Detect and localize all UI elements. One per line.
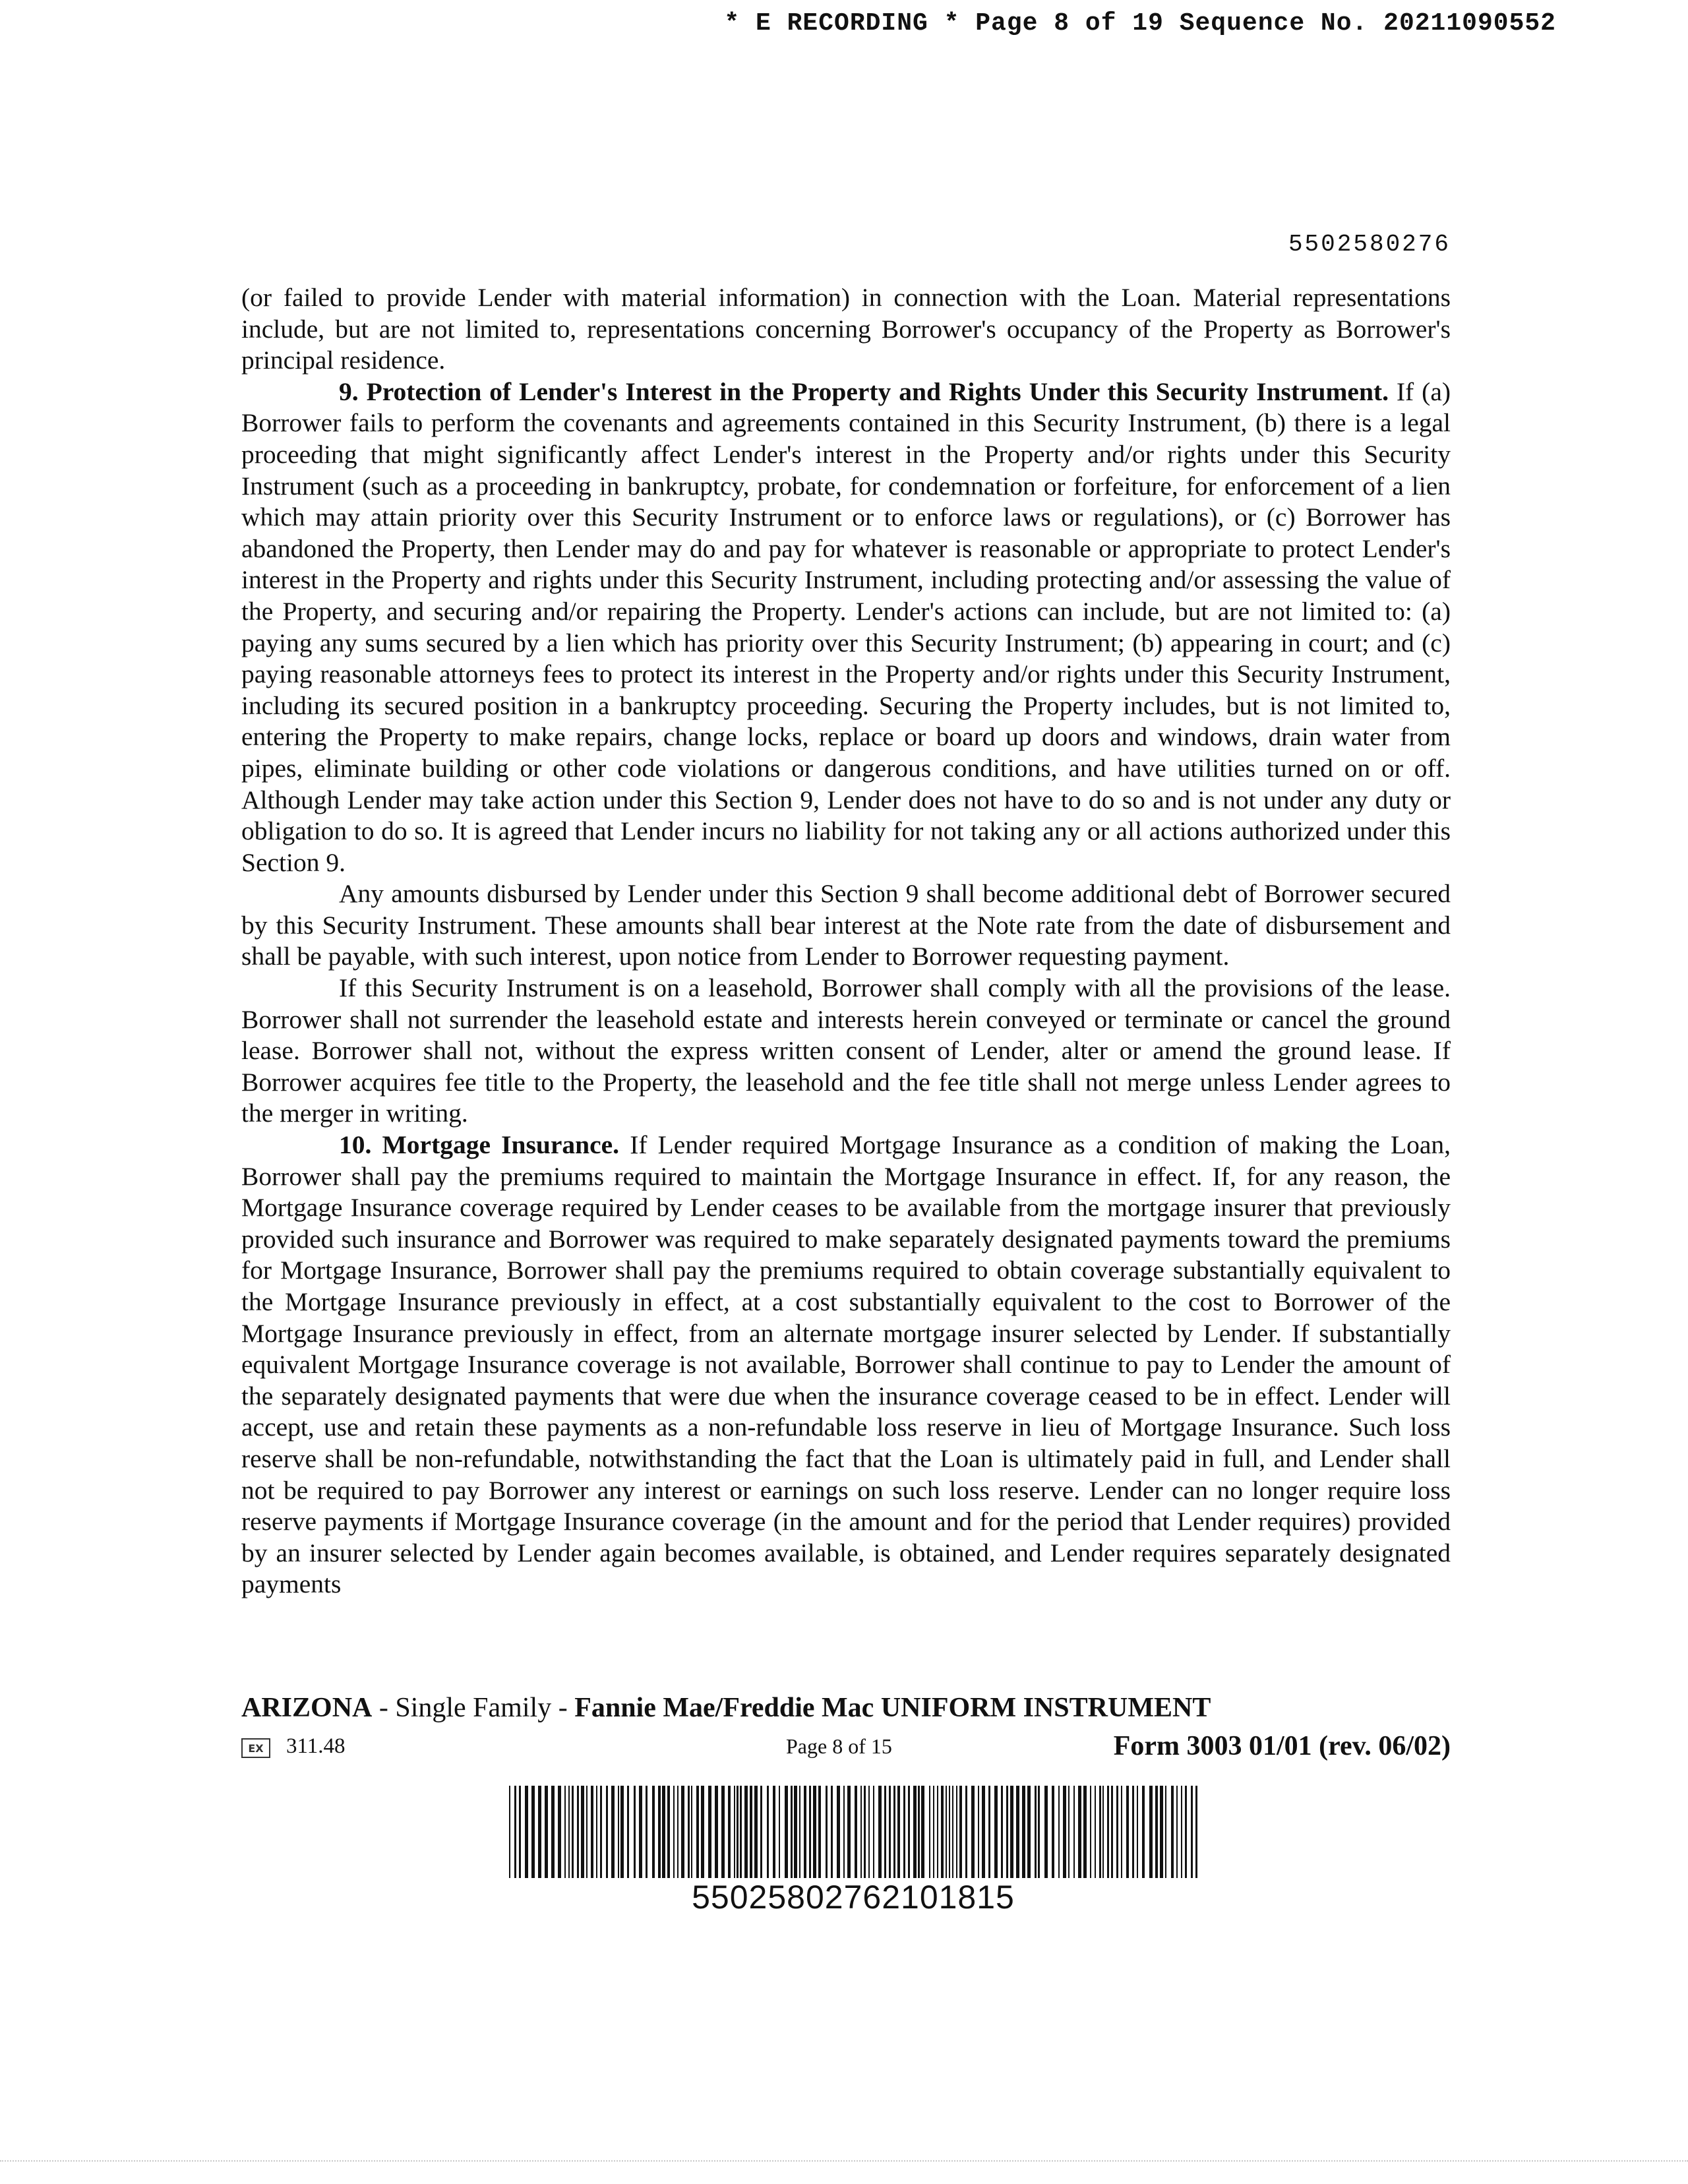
- barcode-bar: [1102, 1786, 1104, 1878]
- barcode-bar: [1116, 1786, 1118, 1878]
- barcode-bar: [1171, 1786, 1174, 1878]
- section-10-text: If Lender required Mortgage Insurance as a condition of making the Loan, Borrower shall pay the premiums required to maintain the Mortgage Insurance in effect. If, for any reason, the Mortgage Insurance coverage required by Lender ceases to be available from the mortgage insurer that previously provided such insurance and Borrower was required to make separately designated payments toward the premiums for Mortgage Insurance, Borrower shall pay the premiums required to obtain coverage substantially equivalent to the Mortgage Insurance previously in effect, at a cost substantially equivalent to the cost to Borrower of the Mortgage Insurance previously in effect, from an alternate mortgage insurer selected by Lender. If substantially equivalent Mortgage Insurance coverage is not available, Borrower shall continue to pay to Lender the amount of the separately designated payments that were due when the insurance coverage ceased to be in effect. Lender will accept, use and retain these payments as a non-refundable loss reserve in lieu of Mortgage Insurance. Such loss reserve shall be non-refundable, notwithstanding the fact that the Loan is ultimately paid in full, and Lender shall not be required to pay Borrower any interest or earnings on such loss reserve. Lender can no longer require loss reserve payments if Mortgage Insurance coverage (in the amount and for the period that Lender requires) provided by an insurer selected by Lender again becomes available, is obtained, and Lender requires separately designated payments: [241, 1130, 1451, 1599]
- barcode-bar: [952, 1786, 953, 1878]
- barcode-bar: [509, 1786, 510, 1878]
- barcode-bar: [837, 1786, 840, 1878]
- barcode-bar: [1149, 1786, 1153, 1878]
- barcode-bar: [658, 1786, 661, 1878]
- barcode-bar: [596, 1786, 597, 1878]
- barcode-bar: [791, 1786, 793, 1878]
- barcode-bar: [606, 1786, 608, 1878]
- section-9-text: If (a) Borrower fails to perform the covenants and agreements contained in this Security Instrument, (b) there is a legal proceeding that might significantly affect Lender's interest in the Property and/or rights under this Security Instrument (such as a proceeding in bankruptcy, probate, for condemnation or forfeiture, for enforcement of a lien which may attain priority over this Security Instrument or to enforce laws or regulations), or (c) Borrower has abandoned the Property, then Lender may do and pay for whatever is reasonable or appropriate to protect Lender's interest in the Property and rights under this Security Instrument, including protecting and/or assessing the value of the Property, and securing and/or repairing the Property. Lender's actions can include, but are not limited to: (a) paying any sums secured by a lien which has priority over this Security Instrument; (b) appearing in court; and (c) paying reasonable attorneys fees to protect its interest in the Property and/or rights under this Security Instrument, including its secured position in a bankruptcy proceeding. Securing the Property includes, but is not limited to, entering the Property to make repairs, change locks, replace or board up doors and windows, drain water from pipes, eliminate building or other code violations or dangerous conditions, and have utilities turned on or off. Although Lender may take action under this Section 9, Lender does not have to do so and is not under any duty or obligation to do so. It is agreed that Lender incurs no liability for not taking any or all actions authorized under this Section 9.: [241, 377, 1451, 877]
- barcode-bar: [826, 1786, 828, 1878]
- barcode-bar: [721, 1786, 725, 1878]
- barcode-bar: [1095, 1786, 1096, 1878]
- barcode-bar: [1038, 1786, 1040, 1878]
- barcode-bar: [804, 1786, 806, 1878]
- barcode-bar: [662, 1786, 665, 1878]
- barcode-bar: [868, 1786, 870, 1878]
- loan-number: 5502580276: [1288, 231, 1451, 258]
- barcode-bar: [531, 1786, 535, 1878]
- barcode-bar: [564, 1786, 566, 1878]
- barcode-bar: [558, 1786, 561, 1878]
- barcode-bar: [611, 1786, 615, 1878]
- barcode-bar: [1191, 1786, 1193, 1878]
- barcode-bar: [728, 1786, 731, 1878]
- barcode-bar: [897, 1786, 900, 1878]
- barcode-bar: [673, 1786, 675, 1878]
- barcode-bar: [667, 1786, 670, 1878]
- barcode-bar: [884, 1786, 886, 1878]
- footer-state: ARIZONA: [241, 1693, 373, 1723]
- barcode-bar: [691, 1786, 692, 1878]
- barcode-bar: [965, 1786, 967, 1878]
- barcode-bar: [1063, 1786, 1066, 1878]
- barcode-bar: [1111, 1786, 1113, 1878]
- barcode-bar: [1010, 1786, 1013, 1878]
- barcode-bar: [1176, 1786, 1178, 1878]
- barcode-bar: [568, 1786, 570, 1878]
- barcode-bar: [519, 1786, 521, 1878]
- barcode-bar: [913, 1786, 917, 1878]
- barcode-bar: [525, 1786, 528, 1878]
- barcode-bar: [696, 1786, 699, 1878]
- barcode-image: [506, 1786, 1200, 1878]
- barcode-bar: [514, 1786, 516, 1878]
- barcode-bar: [715, 1786, 718, 1878]
- barcode-bar: [889, 1786, 891, 1878]
- barcode-bar: [701, 1786, 704, 1878]
- section-9-paragraph: [241, 377, 1451, 879]
- barcode-bar: [1073, 1786, 1075, 1878]
- page-number: Page 8 of 15: [786, 1734, 892, 1758]
- barcode-bar: [813, 1786, 816, 1878]
- barcode-bar: [620, 1786, 624, 1878]
- barcode-bar: [982, 1786, 985, 1878]
- barcode-bar: [1068, 1786, 1070, 1878]
- barcode-bar: [1195, 1786, 1197, 1878]
- barcode-bar: [1107, 1786, 1109, 1878]
- barcode-bar: [903, 1786, 905, 1878]
- barcode-bar: [688, 1786, 690, 1878]
- barcode-bar: [893, 1786, 895, 1878]
- form-code: 311.48: [286, 1734, 346, 1758]
- barcode-bar: [921, 1786, 924, 1878]
- barcode-bar: [677, 1786, 678, 1878]
- barcode-bar: [572, 1786, 574, 1878]
- recording-header: * E RECORDING * Page 8 of 19 Sequence No. 20211090552: [724, 9, 1556, 38]
- barcode-bar: [538, 1786, 541, 1878]
- barcode-bar: [847, 1786, 851, 1878]
- barcode-bar: [754, 1786, 758, 1878]
- footer-row: [241, 1731, 1451, 1769]
- barcode-bar: [929, 1786, 930, 1878]
- barcode-bar: [750, 1786, 752, 1878]
- barcode-bar: [949, 1786, 950, 1878]
- barcode-bar: [785, 1786, 788, 1878]
- barcode-bar: [639, 1786, 642, 1878]
- document-body: [241, 282, 1451, 1600]
- section-9-paragraph-2: Any amounts disbursed by Lender under this Section 9 shall become additional debt of Borrower secured by this Security Instrument. These amounts shall bear interest at the Note rate from the date of disbursement and shall be payable, with such interest, upon notice from Lender to Borrower requesting payment.: [241, 879, 1451, 971]
- barcode-bar: [1001, 1786, 1003, 1878]
- barcode-bar: [799, 1786, 800, 1878]
- barcode-bar: [634, 1786, 636, 1878]
- barcode-bar: [873, 1786, 874, 1878]
- barcode-bar: [1027, 1786, 1031, 1878]
- barcode-bar: [1044, 1786, 1048, 1878]
- barcode-bar: [860, 1786, 862, 1878]
- barcode-bar: [1142, 1786, 1145, 1878]
- section-9-paragraph-3: If this Security Instrument is on a leasehold, Borrower shall comply with all the provisions of the lease. Borrower shall not surrender the leasehold estate and interests herein conveyed or terminate or cancel the ground lease. Borrower shall not, without the express written consent of Lender, alter or amend the ground lease. If Borrower acquires fee title to the Property, the leasehold and the fee title shall not merge unless Lender agrees to the merger in writing.: [241, 973, 1451, 1128]
- barcode-bar: [618, 1786, 619, 1878]
- barcode-bar: [551, 1786, 555, 1878]
- barcode-bar: [809, 1786, 811, 1878]
- scan-edge-line: [0, 2160, 1688, 2162]
- footer-title: [241, 1692, 1211, 1724]
- barcode-bar: [586, 1786, 588, 1878]
- barcode-bar: [760, 1786, 762, 1878]
- section-10-paragraph: [241, 1130, 1451, 1600]
- barcode-bar: [591, 1786, 593, 1878]
- barcode-bar: [545, 1786, 548, 1878]
- barcode-bar: [978, 1786, 979, 1878]
- barcode-bar: [988, 1786, 990, 1878]
- barcode-bar: [1099, 1786, 1101, 1878]
- barcode-bar: [744, 1786, 748, 1878]
- barcode-bar: [1137, 1786, 1138, 1878]
- barcode-bar: [1181, 1786, 1182, 1878]
- barcode-bar: [646, 1786, 648, 1878]
- barcode-bar: [1090, 1786, 1091, 1878]
- barcode-bar: [1155, 1786, 1158, 1878]
- barcode-bar: [1016, 1786, 1019, 1878]
- barcode-bar: [794, 1786, 797, 1878]
- barcode-bar: [1132, 1786, 1134, 1878]
- footer-separator: - Single Family -: [372, 1693, 575, 1723]
- barcode-bar: [740, 1786, 742, 1878]
- barcode-bar: [1035, 1786, 1037, 1878]
- form-number: Form 3003 01/01 (rev. 06/02): [1113, 1731, 1451, 1761]
- barcode-bar: [956, 1786, 957, 1878]
- barcode-bar: [734, 1786, 735, 1878]
- barcode-bar: [1083, 1786, 1087, 1878]
- barcode-bar: [933, 1786, 934, 1878]
- barcode-bar: [831, 1786, 833, 1878]
- barcode-bar: [1121, 1786, 1122, 1878]
- barcode-bar: [1078, 1786, 1081, 1878]
- barcode-bar: [1058, 1786, 1060, 1878]
- barcode-number: 55025802762101815: [692, 1879, 1015, 1916]
- barcode-bar: [946, 1786, 947, 1878]
- barcode-bar: [908, 1786, 910, 1878]
- barcode-bar: [1126, 1786, 1129, 1878]
- barcode-bar: [767, 1786, 769, 1878]
- barcode-bar: [971, 1786, 975, 1878]
- barcode-bar: [1160, 1786, 1163, 1878]
- barcode-bar: [1052, 1786, 1054, 1878]
- section-10-heading: 10. Mortgage Insurance.: [339, 1130, 620, 1160]
- barcode-bar: [1022, 1786, 1025, 1878]
- barcode-bar: [708, 1786, 711, 1878]
- barcode-bar: [627, 1786, 629, 1878]
- continuation-paragraph: (or failed to provide Lender with material information) in connection with the Loan. Material representations include, but are not limited to, representations concerning Borrower's occupancy of the Property as Borrower's principal residence.: [241, 283, 1451, 375]
- barcode-bar: [652, 1786, 655, 1878]
- barcode-bar: [600, 1786, 602, 1878]
- barcode-bar: [1006, 1786, 1008, 1878]
- footer-instrument: Fannie Mae/Freddie Mac UNIFORM INSTRUMENT: [574, 1693, 1211, 1723]
- barcode-bar: [818, 1786, 821, 1878]
- barcode-bar: [994, 1786, 998, 1878]
- barcode-bar: [855, 1786, 857, 1878]
- barcode-bar: [864, 1786, 866, 1878]
- barcode-bar: [1185, 1786, 1187, 1878]
- barcode-bar: [878, 1786, 882, 1878]
- section-9-heading: 9. Protection of Lender's Interest in the Property and Rights Under this Security Instrument.: [339, 377, 1389, 406]
- barcode-bar: [577, 1786, 579, 1878]
- barcode-bar: [779, 1786, 780, 1878]
- barcode-bar: [773, 1786, 775, 1878]
- barcode-bar: [937, 1786, 938, 1878]
- ex-form-icon: EX: [241, 1738, 270, 1758]
- barcode-bar: [959, 1786, 962, 1878]
- barcode-bar: [581, 1786, 584, 1878]
- barcode-bar: [1165, 1786, 1166, 1878]
- barcode-bar: [843, 1786, 845, 1878]
- barcode-bar: [681, 1786, 684, 1878]
- barcode-bar: [941, 1786, 944, 1878]
- barcode-bar: [737, 1786, 738, 1878]
- barcode-bar: [918, 1786, 920, 1878]
